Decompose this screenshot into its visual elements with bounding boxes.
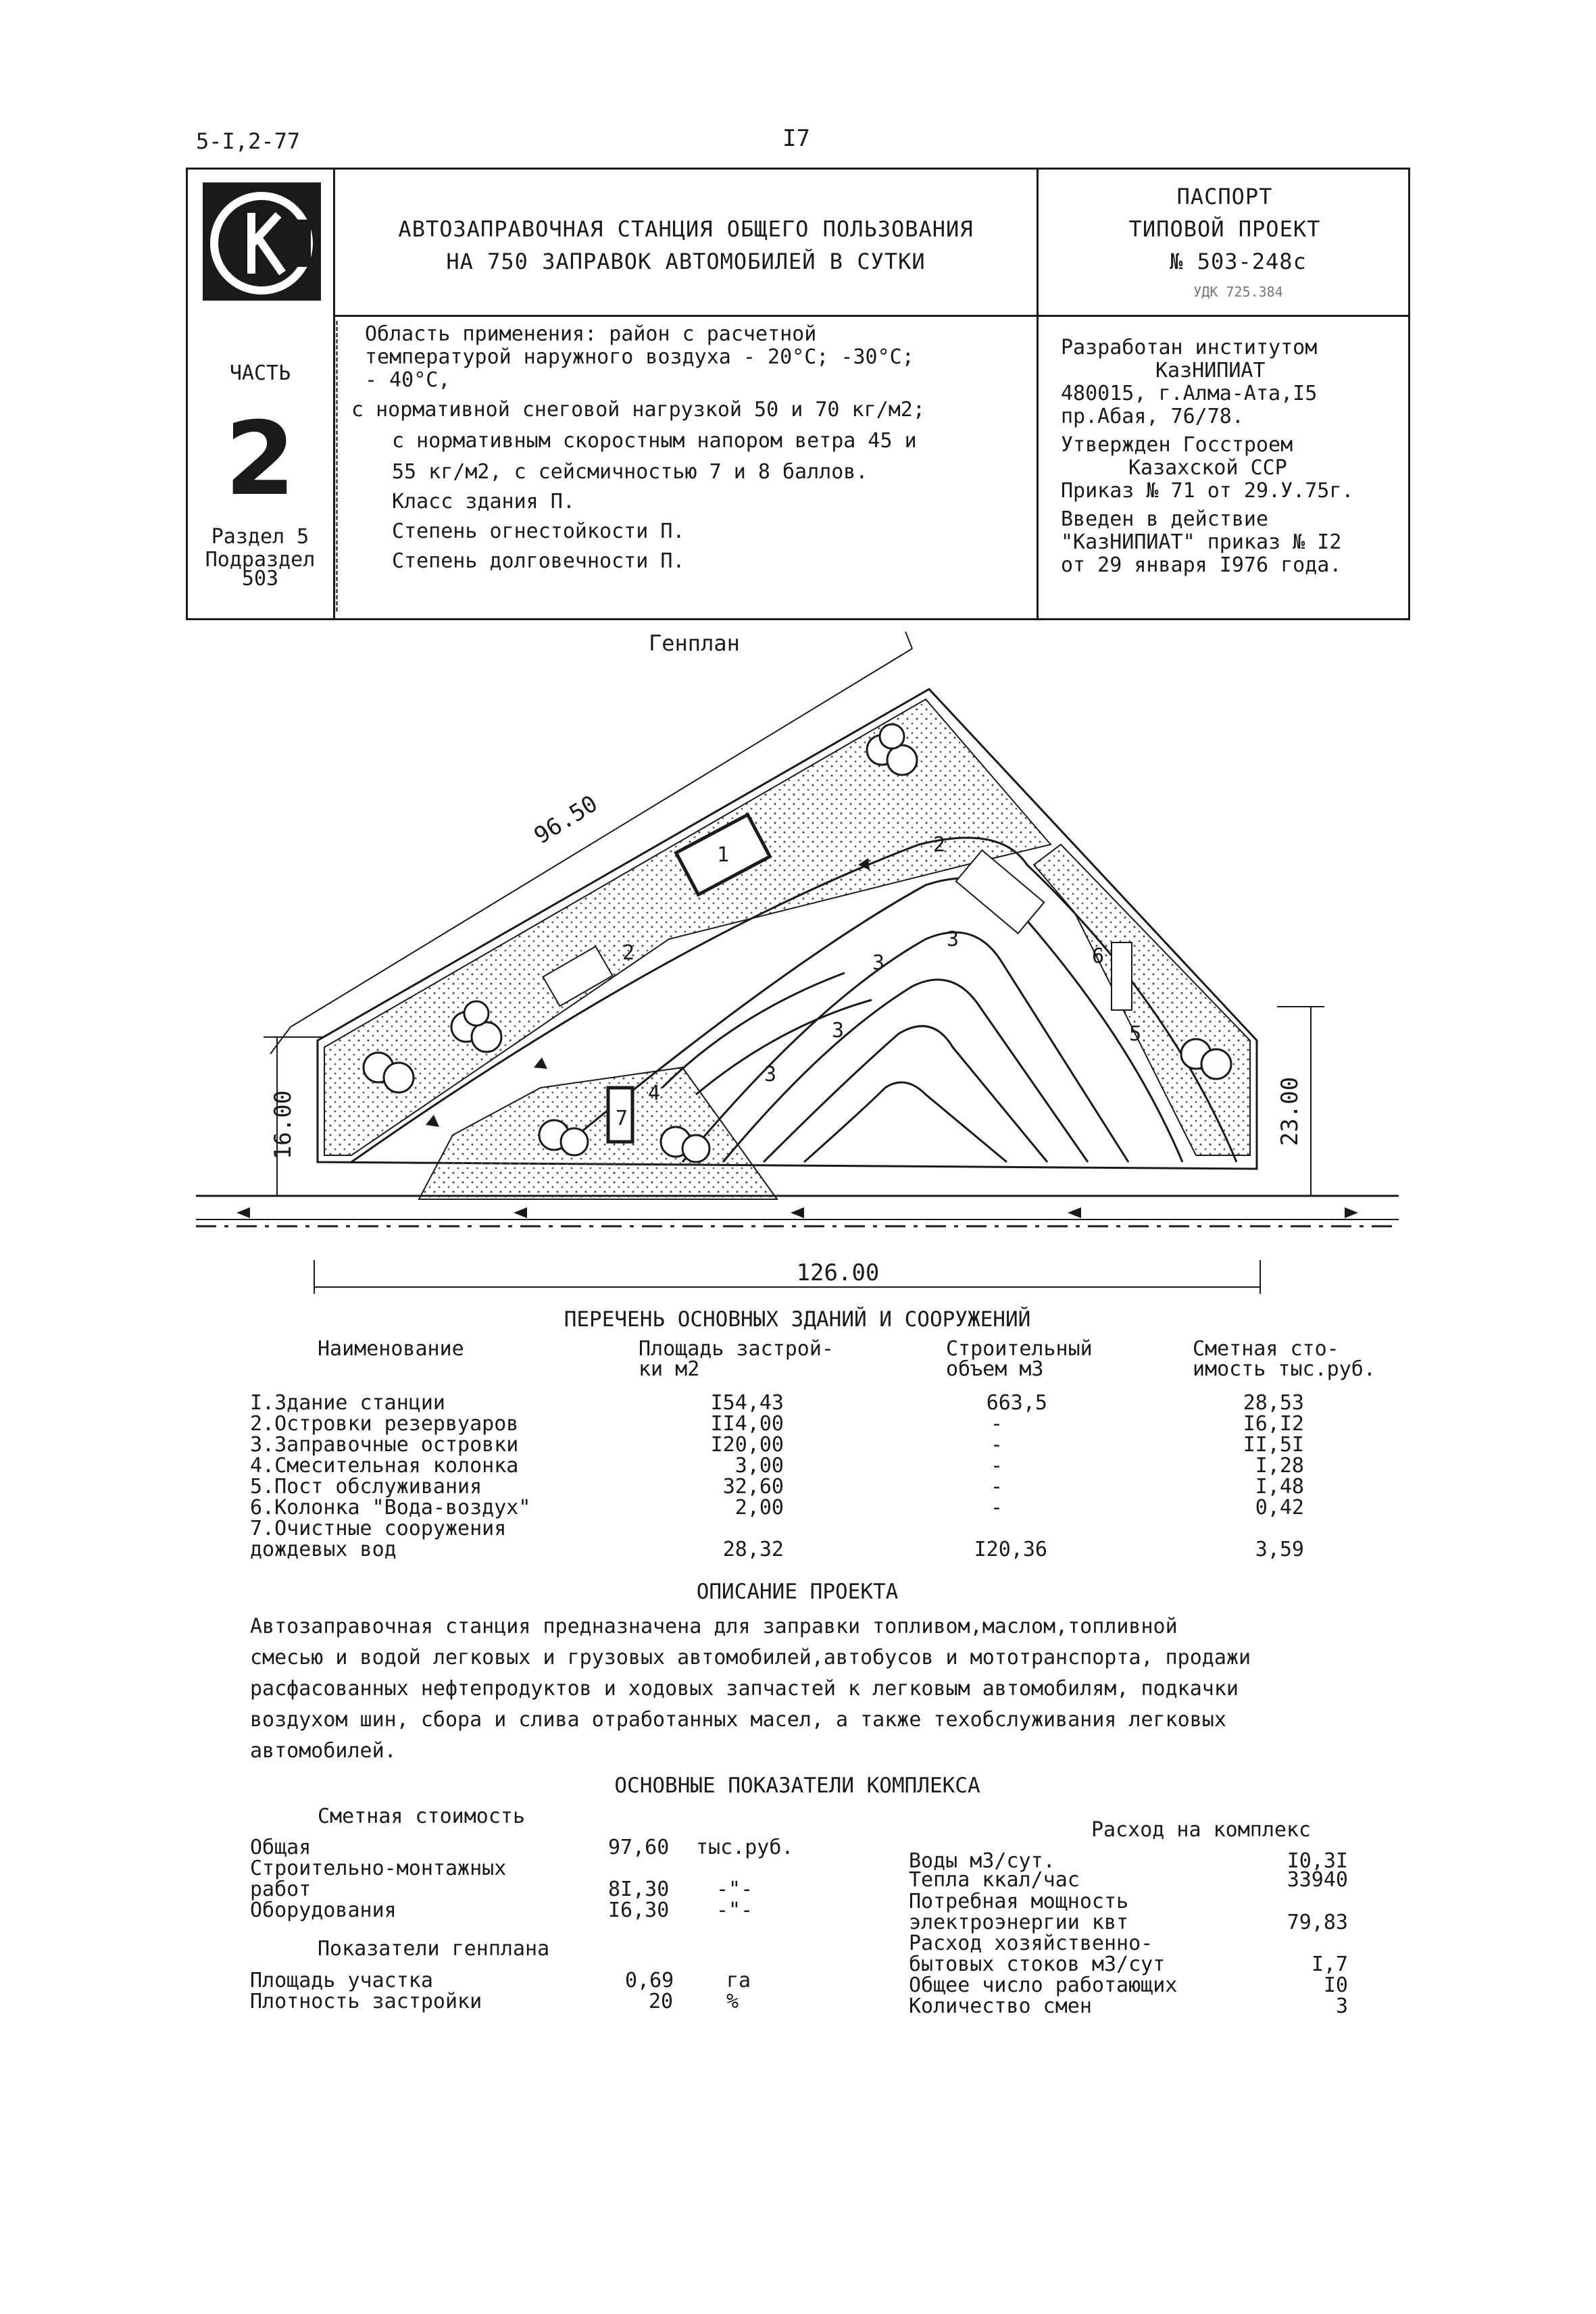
developer-line: Приказ № 71 от 29.У.75г. — [1061, 479, 1354, 503]
row-cost: I,28 — [1255, 1454, 1304, 1478]
dim-right-label: 23.00 — [1276, 1076, 1303, 1147]
logo-icon — [203, 182, 321, 301]
col-area-header: ки м2 — [639, 1357, 700, 1381]
row-cost: 0,42 — [1255, 1496, 1304, 1519]
dashed-separator — [336, 321, 338, 611]
cost-value: I6,30 — [608, 1898, 670, 1922]
row-cost: II,5I — [1243, 1433, 1304, 1457]
series-code: 5-I,2-77 — [196, 128, 301, 154]
row-name: 4.Смесительная колонка — [250, 1454, 519, 1478]
description-line: Автозаправочная станция предназначена для заправки топливом,маслом,топливной — [250, 1615, 1178, 1638]
consumption-row — [909, 1911, 1395, 1934]
dim-left-label: 16.00 — [270, 1090, 297, 1160]
svg-text:7: 7 — [615, 1107, 628, 1130]
developer-line: от 29 января I976 года. — [1061, 553, 1342, 577]
row-name: 5.Пост обслуживания — [250, 1475, 482, 1499]
row-area: 32,60 — [722, 1475, 784, 1499]
application-block — [351, 322, 1027, 573]
part-number: 2 — [224, 401, 296, 518]
col-volume-header: объем м3 — [946, 1357, 1044, 1381]
row-volume: I20,36 — [974, 1538, 1047, 1561]
row-cost: 28,53 — [1243, 1391, 1304, 1415]
svg-text:2: 2 — [932, 833, 946, 857]
consumption-label: Воды м3/сут. — [909, 1849, 1055, 1873]
cost-unit: -"- — [716, 1878, 753, 1901]
cost-row — [250, 1836, 858, 1859]
developer-line: 480015, г.Алма-Ата,I5 — [1061, 382, 1318, 405]
row-volume: 663,5 — [986, 1391, 1047, 1415]
description-line: воздухом шин, сбора и слива отработанных масел, а также техобслуживания легковых — [250, 1708, 1226, 1732]
buildings-title: ПЕРЕЧЕНЬ ОСНОВНЫХ ЗДАНИЙ И СООРУЖЕНИЙ — [564, 1307, 1031, 1332]
page-number: I7 — [782, 125, 810, 152]
row-volume: - — [990, 1475, 1003, 1499]
consumption-label: Тепла ккал/час — [909, 1868, 1080, 1892]
site-plan-title: Генплан — [649, 630, 740, 656]
developer-line: "КазНИПИАТ" приказ № I2 — [1061, 530, 1342, 554]
developer-line: Утвержден Госстроем — [1061, 433, 1293, 457]
table-row — [250, 1517, 1399, 1540]
row-name: 6.Колонка "Вода-воздух" — [250, 1496, 531, 1519]
plan-unit: % — [726, 1990, 739, 2013]
col-cost-header: Сметная сто- — [1193, 1337, 1339, 1361]
consumption-title: Расход на комплекс — [1091, 1818, 1312, 1842]
consumption-value: 3 — [1335, 1994, 1348, 2018]
consumption-rows — [909, 1850, 1395, 2026]
divider-left — [333, 168, 335, 620]
row-volume: - — [990, 1433, 1003, 1457]
project-title-line2: НА 750 ЗАПРАВОК АВТОМОБИЛЕЙ В СУТКИ — [446, 249, 926, 274]
row-area: I20,00 — [710, 1433, 784, 1457]
col-volume-header: Строительный — [946, 1337, 1093, 1361]
consumption-label: бытовых стоков м3/сут — [909, 1953, 1166, 1976]
plan-row — [250, 1990, 858, 2013]
cost-label: Общая — [250, 1836, 311, 1859]
logo — [203, 182, 321, 301]
passport-label: ПАСПОРТ — [1176, 184, 1273, 209]
cost-value: 97,60 — [608, 1836, 670, 1859]
developer-line: пр.Абая, 76/78. — [1061, 405, 1244, 428]
consumption-row — [909, 1953, 1395, 1976]
row-name: дождевых вод — [250, 1538, 397, 1561]
plan-value: 20 — [649, 1990, 674, 2013]
cost-label: Оборудования — [250, 1898, 397, 1922]
section-label: Раздел 5 — [211, 525, 309, 549]
application-line: Область применения: район с расчетной — [365, 322, 817, 346]
site-plan-drawing — [196, 622, 1399, 1297]
plan-rows — [250, 1969, 858, 2017]
project-number: № 503-248с — [1170, 249, 1307, 274]
row-name: 3.Заправочные островки — [250, 1433, 519, 1457]
svg-text:2: 2 — [622, 941, 635, 965]
application-line: с нормативным скоростным напором ветра 45 и — [392, 429, 917, 453]
row-volume: - — [990, 1412, 1003, 1436]
dim-diagonal-label: 96.50 — [529, 790, 603, 850]
table-row — [250, 1392, 1399, 1415]
consumption-label: электроэнергии квт — [909, 1911, 1129, 1934]
row-area: II4,00 — [710, 1412, 784, 1436]
developer-line: Разработан институтом — [1061, 336, 1318, 359]
description-line: автомобилей. — [250, 1739, 397, 1763]
cost-label: работ — [250, 1878, 311, 1901]
application-line: с нормативной снеговой нагрузкой 50 и 70 кг/м2; — [351, 398, 925, 422]
application-line: Степень огнестойкости П. — [392, 520, 685, 543]
developer-line: КазНИПИАТ — [1155, 359, 1266, 382]
plan-unit: га — [726, 1969, 751, 1992]
table-row — [250, 1413, 1399, 1436]
dim-bottom-label: 126.00 — [796, 1259, 880, 1286]
consumption-value: I,7 — [1311, 1953, 1348, 1976]
project-title-line1: АВТОЗАПРАВОЧНАЯ СТАНЦИЯ ОБЩЕГО ПОЛЬЗОВАНИЯ — [398, 216, 974, 242]
consumption-label: Расход хозяйственно- — [909, 1932, 1153, 1955]
application-line: Класс здания П. — [392, 490, 575, 513]
part-label: ЧАСТЬ — [229, 361, 291, 385]
row-name: I.Здание станции — [250, 1391, 445, 1415]
application-line: температурой наружного воздуха - 20°С; -30°С; — [365, 345, 914, 369]
cost-title: Сметная стоимость — [318, 1805, 526, 1828]
svg-text:3: 3 — [946, 928, 959, 951]
row-name: 7.Очистные сооружения — [250, 1517, 507, 1540]
application-line: - 40°С, — [365, 368, 451, 392]
buildings-header — [230, 1338, 1405, 1392]
row-cost: I6,I2 — [1243, 1412, 1304, 1436]
row-area: 28,32 — [722, 1538, 784, 1561]
svg-text:1: 1 — [716, 843, 730, 867]
consumption-value: I0,3I — [1287, 1849, 1348, 1873]
row-name: 2.Островки резервуаров — [250, 1412, 519, 1436]
col-cost-header: имость тыс.руб. — [1193, 1357, 1376, 1381]
cost-value: 8I,30 — [608, 1878, 670, 1901]
svg-text:3: 3 — [872, 951, 885, 975]
svg-text:3: 3 — [831, 1019, 845, 1042]
subsection-label: Подраздел — [205, 548, 316, 572]
cost-rows — [250, 1836, 858, 1931]
description-line: расфасованных нефтепродуктов и ходовых запчастей к легковым автомобилям, подкачки — [250, 1677, 1239, 1701]
row-volume: - — [990, 1496, 1003, 1519]
col-name-header: Наименование — [318, 1337, 464, 1361]
svg-text:6: 6 — [1091, 945, 1105, 968]
svg-text:3: 3 — [764, 1063, 777, 1086]
cost-unit: -"- — [716, 1898, 753, 1922]
plan-label: Площадь участка — [250, 1969, 433, 1992]
consumption-row — [909, 1869, 1395, 1892]
row-cost: I,48 — [1255, 1475, 1304, 1499]
row-area: 3,00 — [734, 1454, 784, 1478]
indicators-title: ОСНОВНЫЕ ПОКАЗАТЕЛИ КОМПЛЕКСА — [614, 1774, 980, 1798]
consumption-label: Количество смен — [909, 1994, 1092, 2018]
divider-horizontal — [333, 315, 1410, 317]
table-row — [250, 1476, 1399, 1499]
description-title: ОПИСАНИЕ ПРОЕКТА — [696, 1580, 899, 1604]
consumption-row — [909, 1890, 1395, 1913]
table-row — [250, 1455, 1399, 1478]
cost-row — [250, 1878, 858, 1901]
cost-unit: тыс.руб. — [696, 1836, 794, 1859]
buildings-rows — [250, 1392, 1399, 1574]
row-area: 2,00 — [734, 1496, 784, 1519]
application-line: 55 кг/м2, с сейсмичностью 7 и 8 баллов. — [392, 460, 868, 484]
cost-row — [250, 1899, 858, 1922]
cost-label: Строительно-монтажных — [250, 1857, 507, 1880]
table-row — [250, 1538, 1399, 1561]
plan-label: Плотность застройки — [250, 1990, 482, 2013]
typical-project-label: ТИПОВОЙ ПРОЕКТ — [1128, 216, 1321, 242]
col-area-header: Площадь застрой- — [639, 1337, 834, 1361]
developer-line: Казахской ССР — [1128, 456, 1287, 480]
consumption-row — [909, 1974, 1395, 1997]
developer-line: Введен в действие — [1061, 507, 1269, 531]
row-volume: - — [990, 1454, 1003, 1478]
developer-block — [1061, 336, 1405, 577]
consumption-label: Общее число работающих — [909, 1973, 1178, 1997]
table-row — [250, 1496, 1399, 1519]
consumption-row — [909, 1932, 1395, 1955]
svg-text:5: 5 — [1128, 1022, 1142, 1046]
plan-row — [250, 1969, 858, 1992]
description-line: смесью и водой легковых и грузовых автомобилей,автобусов и мототранспорта, продажи — [250, 1646, 1251, 1669]
row-cost: 3,59 — [1255, 1538, 1304, 1561]
consumption-label: Потребная мощность — [909, 1890, 1129, 1913]
description-text — [250, 1611, 1412, 1767]
table-row — [250, 1434, 1399, 1457]
consumption-value: I0 — [1323, 1973, 1348, 1997]
plan-value: 0,69 — [625, 1969, 674, 1992]
udk-code: УДК 725.384 — [1193, 284, 1283, 300]
cost-row — [250, 1857, 858, 1880]
consumption-value: 79,83 — [1287, 1911, 1348, 1934]
subsection-number: 503 — [241, 567, 279, 590]
site-plan — [196, 622, 1399, 1297]
row-area: I54,43 — [710, 1391, 784, 1415]
consumption-value: 33940 — [1287, 1868, 1348, 1892]
plan-title: Показатели генплана — [318, 1937, 550, 1961]
application-line: Степень долговечности П. — [392, 549, 685, 573]
consumption-row — [909, 1995, 1395, 2018]
divider-right — [1037, 168, 1039, 620]
svg-text:4: 4 — [647, 1082, 661, 1105]
